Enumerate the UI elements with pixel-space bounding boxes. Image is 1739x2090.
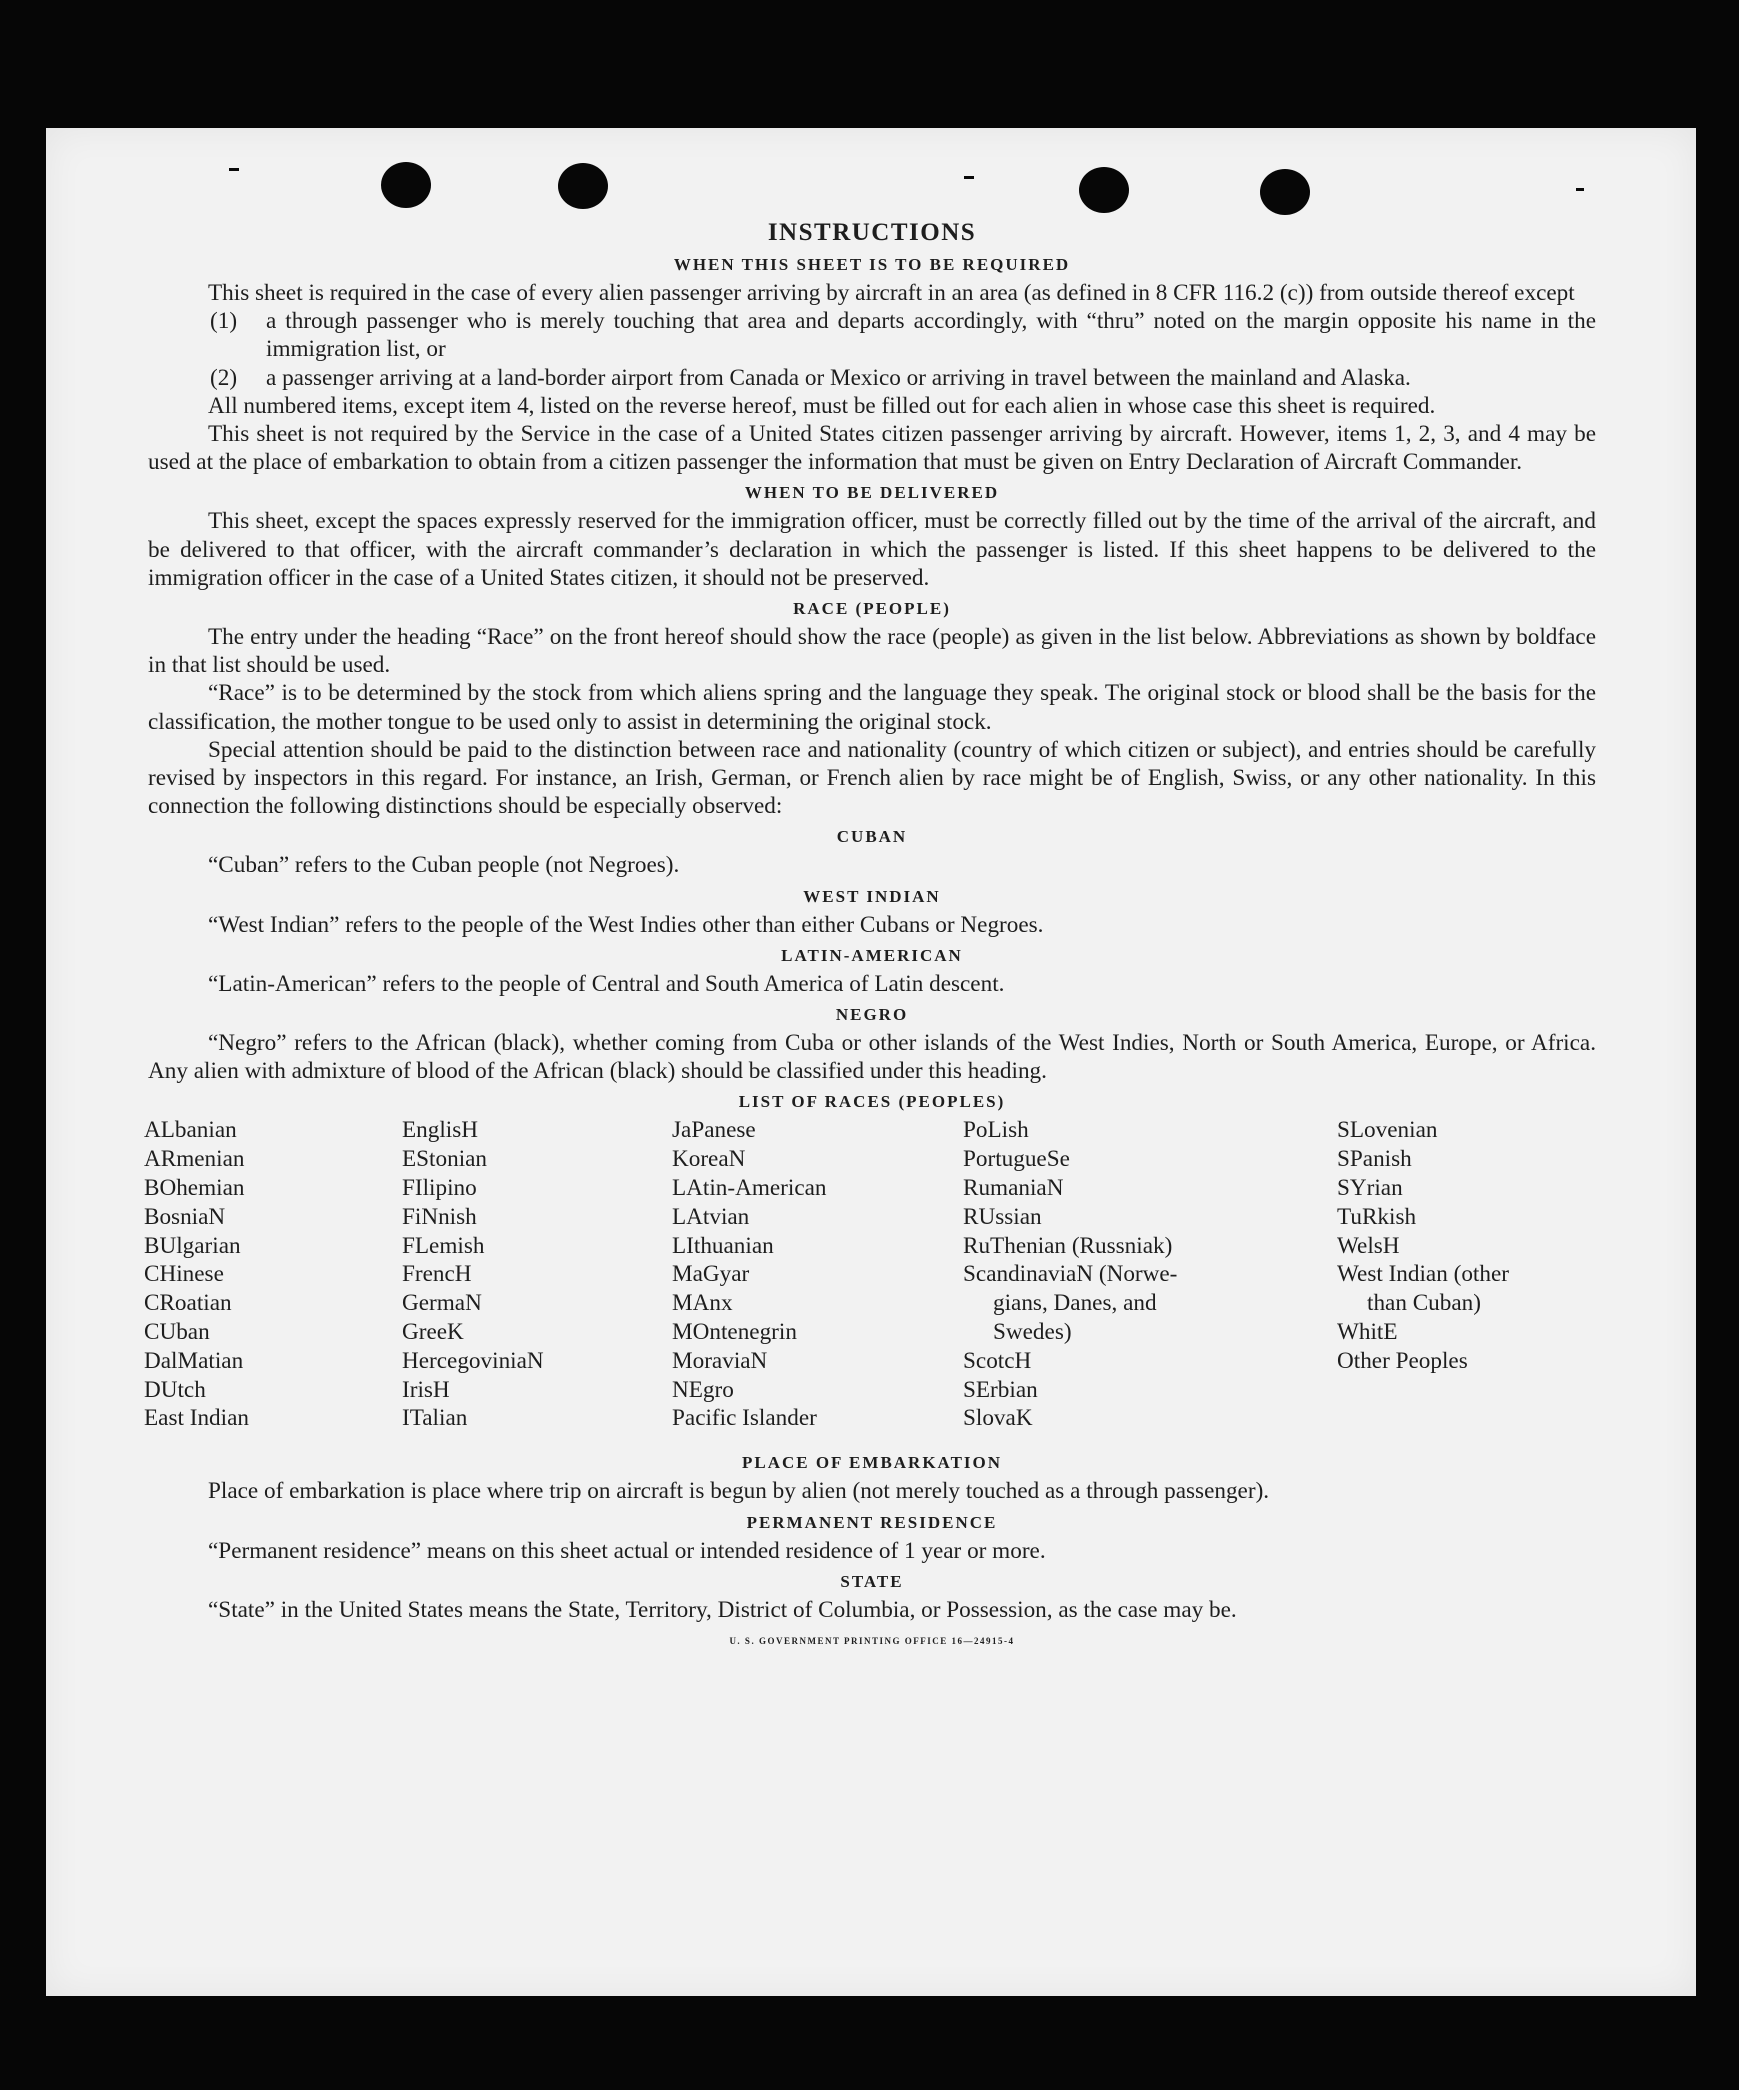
race-list	[144, 1116, 1596, 1446]
race-entry: DalMatian	[144, 1347, 244, 1374]
heading-latin-american: LATIN-AMERICAN	[781, 945, 963, 965]
race-entry: ARmenian	[144, 1146, 245, 1173]
heading-when-delivered: WHEN TO BE DELIVERED	[744, 483, 1000, 503]
printing-office-imprint: U. S. GOVERNMENT PRINTING OFFICE 16—24915-4	[729, 1636, 1015, 1647]
paper-speck	[1576, 188, 1584, 191]
race-entry: MAnx	[672, 1290, 733, 1317]
race-column	[672, 1116, 952, 1433]
race-column	[1337, 1116, 1596, 1375]
item-number: (2)	[210, 364, 238, 391]
punch-hole	[1260, 169, 1310, 215]
race-entry: RumaniaN	[963, 1175, 1064, 1202]
punch-hole	[558, 163, 608, 209]
paragraph-required-intro: This sheet is required in the case of every alien passenger arriving by aircraft in an area (as defined in 8 CFR 116.2 (c)) from outside thereof except	[208, 280, 1575, 306]
exception-item-2	[210, 364, 1596, 392]
paragraph-cuban: “Cuban” refers to the Cuban people (not Negroes).	[208, 852, 680, 879]
race-entry: RuThenian (Russniak)	[963, 1232, 1173, 1259]
race-entry-continuation: than Cuban)	[1367, 1290, 1481, 1317]
race-column	[963, 1116, 1283, 1433]
race-entry: Other Peoples	[1337, 1347, 1468, 1374]
paragraph-residence: “Permanent residence” means on this sheet actual or intended residence of 1 year or more.	[208, 1537, 1046, 1564]
race-entry: EStonian	[402, 1146, 488, 1173]
race-entry: WhitE	[1337, 1319, 1398, 1346]
race-entry: CUban	[144, 1319, 210, 1346]
race-entry: SPanish	[1337, 1146, 1412, 1173]
race-entry: BUlgarian	[144, 1232, 241, 1259]
race-entry: SYrian	[1337, 1175, 1403, 1202]
race-entry: CRoatian	[144, 1290, 232, 1317]
race-column	[144, 1116, 394, 1433]
race-entry: LAtvian	[672, 1203, 750, 1230]
race-entry: JaPanese	[672, 1117, 756, 1144]
race-entry: FiNnish	[402, 1203, 477, 1230]
heading-cuban: CUBAN	[836, 827, 908, 847]
race-entry: TuRkish	[1337, 1203, 1417, 1230]
race-entry: DUtch	[144, 1376, 206, 1403]
race-entry: MoraviaN	[672, 1347, 768, 1374]
race-entry-continuation: gians, Danes, and	[993, 1290, 1157, 1317]
paragraph-race-2: “Race” is to be determined by the stock from which aliens spring and the language they speak. The original stock or blood shall be the basis for the classification, the mother tongue to be used only to assist in determining the original stock.	[148, 680, 1596, 735]
heading-race: RACE (PEOPLE)	[793, 599, 951, 619]
race-entry: SErbian	[963, 1376, 1038, 1403]
item-text: a passenger arriving at a land-border airport from Canada or Mexico or arriving in travel between the mainland and Alaska.	[266, 364, 1411, 391]
punch-hole	[1079, 167, 1129, 213]
race-entry: LIthuanian	[672, 1232, 774, 1259]
race-entry: GermaN	[402, 1290, 482, 1317]
paragraph-latin-american: “Latin-American” refers to the people of Central and South America of Latin descent.	[208, 970, 1005, 997]
race-entry: ScotcH	[963, 1347, 1032, 1374]
race-entry: CHinese	[144, 1261, 224, 1288]
race-entry: ALbanian	[144, 1117, 237, 1144]
paragraph-numbered-items: All numbered items, except item 4, listed on the reverse hereof, must be filled out for each alien in whose case this sheet is required.	[208, 392, 1436, 419]
race-entry: ITalian	[402, 1405, 468, 1432]
race-entry: MaGyar	[672, 1261, 750, 1288]
instructions-content	[144, 218, 1596, 1647]
paragraph-delivered: This sheet, except the spaces expressly reserved for the immigration officer, must be correctly filled out by the time of the arrival of the aircraft, and be delivered to that officer, with the aircraft commander’s declaration in which the passenger is listed. If this sheet happens to be delivered to the immigration officer in the case of a United States citizen, it should not be preserved.	[148, 508, 1596, 591]
race-entry-continuation: Swedes)	[993, 1319, 1072, 1346]
race-entry: PoLish	[963, 1117, 1029, 1144]
race-entry: WelsH	[1337, 1232, 1400, 1259]
paragraph-state: “State” in the United States means the State, Territory, District of Columbia, or Possession, as the case may be.	[208, 1596, 1237, 1623]
paragraph-race-3: Special attention should be paid to the distinction between race and nationality (country of which citizen or subject), and entries should be carefully revised by inspectors in this regard. For instance, an Irish, German, or French alien by race might be of English, Swiss, or any other nationality. In this connection the following distinctions should be especially observed:	[148, 736, 1596, 820]
heading-when-required: WHEN THIS SHEET IS TO BE REQUIRED	[673, 255, 1071, 274]
race-entry: ScandinaviaN (Norwe-	[963, 1261, 1178, 1288]
paragraph-citizen: This sheet is not required by the Service in the case of a United States citizen passenger arriving by aircraft. However, items 1, 2, 3, and 4 may be used at the place of embarkation to obtain from a citizen passenger the information that must be given on Entry Declaration of Aircraft Commander.	[148, 421, 1596, 476]
paper-speck	[229, 168, 239, 171]
race-entry: LAtin-American	[672, 1175, 827, 1202]
race-entry: IrisH	[402, 1376, 450, 1403]
race-entry: SlovaK	[963, 1405, 1033, 1432]
race-entry: NEgro	[672, 1376, 734, 1403]
heading-state: STATE	[840, 1571, 904, 1591]
race-entry: EnglisH	[402, 1117, 479, 1144]
paper-speck	[964, 176, 974, 179]
race-column	[402, 1116, 662, 1433]
punch-hole	[381, 162, 431, 208]
heading-negro: NEGRO	[835, 1005, 909, 1025]
race-entry: BosniaN	[144, 1203, 226, 1230]
paragraph-negro: “Negro” refers to the African (black), whether coming from Cuba or other islands of the West Indies, North or South America, Europe, or Africa. Any alien with admixture of blood of the African (black) should be classified under this heading.	[148, 1030, 1596, 1085]
paragraph-race-1: The entry under the heading “Race” on the front hereof should show the race (people) as given in the list below. Abbreviations as shown by boldface in that list should be used.	[148, 624, 1596, 679]
heading-place-of-embarkation: PLACE OF EMBARKATION	[741, 1453, 1003, 1473]
race-entry: SLovenian	[1337, 1117, 1438, 1144]
race-entry: FrencH	[402, 1261, 472, 1288]
race-entry: BOhemian	[144, 1175, 245, 1202]
page-title: INSTRUCTIONS	[767, 219, 977, 246]
race-entry: FIlipino	[402, 1175, 477, 1202]
race-entry: Pacific Islander	[672, 1405, 817, 1432]
heading-permanent-residence: PERMANENT RESIDENCE	[746, 1512, 998, 1532]
paragraph-west-indian: “West Indian” refers to the people of the West Indies other than either Cubans or Negroes.	[208, 911, 1044, 938]
race-entry: PortugueSe	[963, 1146, 1070, 1173]
race-entry: RUssian	[963, 1203, 1042, 1230]
heading-list-of-races: LIST OF RACES (PEOPLES)	[738, 1092, 1006, 1112]
document-page	[46, 128, 1696, 1996]
race-entry: GreeK	[402, 1319, 464, 1346]
race-entry: HercegoviniaN	[402, 1347, 544, 1374]
item-text: a through passenger who is merely touching that area and departs accordingly, with “thru” noted on the margin opposite his name in the immigration list, or	[266, 308, 1596, 363]
race-entry: MOntenegrin	[672, 1319, 797, 1346]
paragraph-embarkation: Place of embarkation is place where trip on aircraft is begun by alien (not merely touched as a through passenger).	[208, 1478, 1270, 1505]
race-entry: West Indian (other	[1337, 1261, 1509, 1288]
item-number: (1)	[210, 308, 238, 335]
exception-item-1	[210, 307, 1596, 363]
race-entry: KoreaN	[672, 1146, 746, 1173]
race-entry: FLemish	[402, 1232, 485, 1259]
heading-west-indian: WEST INDIAN	[803, 886, 941, 906]
race-entry: East Indian	[144, 1405, 249, 1432]
